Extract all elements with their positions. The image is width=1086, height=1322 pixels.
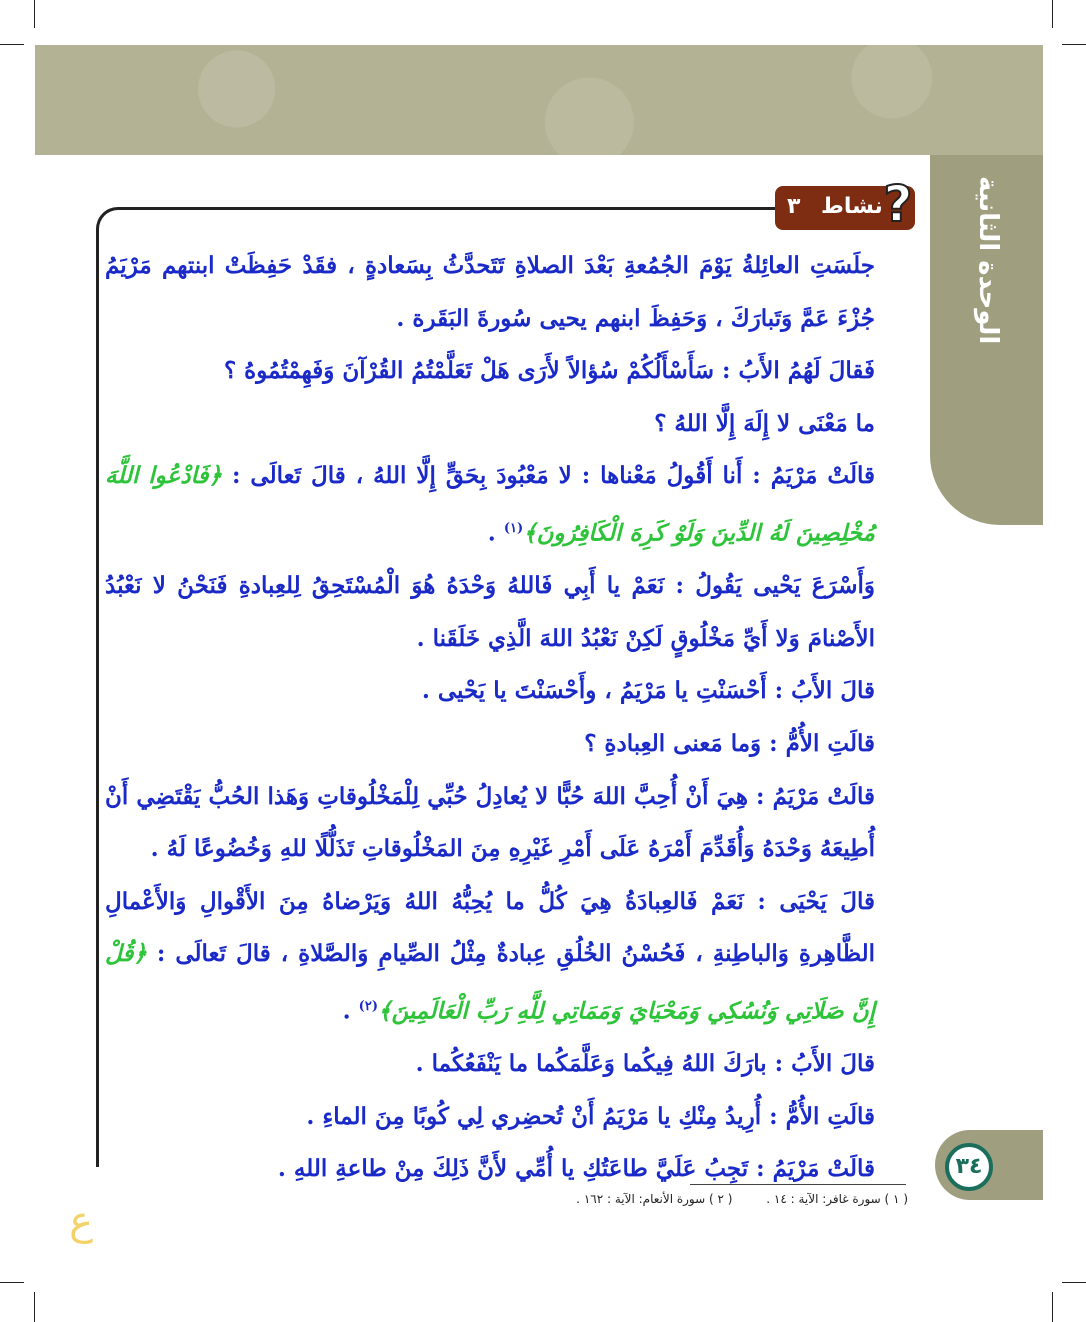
paragraph: وَأَسْرَعَ يَحْيى يَقُولُ : نَعَمْ يا أَبِي فَاللهُ وَحْدَهُ هُوَ الْمُسْتَحِقُ لِلعِبادةِ فَنَحْنُ لا نَعْبُدُ الأَصْنامَ وَلا أَيِّ مَخْلُوقٍ لَكِنْ نَعْبُدُ اللهَ الَّذِي خَلَقَنا .	[105, 572, 875, 652]
crop-mark	[34, 0, 35, 28]
unit-title: الوحدة الثانية	[973, 175, 1003, 345]
paragraph: قالَتْ مَرْيَمُ : هِيَ أَنْ أُحِبَّ اللهَ حُبًّا لا يُعادِلُ حُبِّي لِلْمَخْلُوقاتِ وَهَذا الحُبُّ يَقْتَضِي أَنْ أُطِيعَهُ وَحْدَهُ وَأُقَدِّمَ أَمْرَهُ عَلَى أَمْرِ غَيْرِهِ مِنَ المَخْلُوقاتِ تَذَلُّلًا للهِ وَخُضُوعًا لَهُ .	[105, 782, 875, 863]
paragraph: قالَ الأَبُ : بارَكَ اللهُ فِيكُما وَعَلَّمَكُما ما يَنْفَعُكُما .	[415, 1050, 875, 1078]
quran-verse: ﴿قُلْ إِنَّ صَلَاتِي وَنُسُكِي وَمَحْيَايَ وَمَمَاتِي لِلَّهِ رَبِّ الْعَالَمِينَ﴾	[105, 940, 875, 1025]
crop-mark	[1062, 44, 1086, 45]
paragraph	[105, 450, 875, 560]
story-text	[105, 240, 875, 1196]
crop-mark	[1052, 1292, 1053, 1322]
footnote-divider	[690, 1184, 906, 1185]
paragraph: قالَتْ مَرْيَمُ : تَجِبُ عَلَيَّ طاعَتُكِ يا أُمِّي لأَنَّ ذَلِكَ مِنْ طاعةِ اللهِ .	[277, 1155, 875, 1183]
paragraph: قالَ الأَبُ : أَحْسَنْتِ يا مَرْيَمُ ، وأَحْسَنْتَ يا يَحْيى .	[421, 677, 875, 705]
publisher-logo-icon: ع	[69, 1198, 93, 1244]
quran-verse: ﴿فَادْعُوا اللَّهَ مُخْلِصِينَ لَهُ الدِّينَ وَلَوْ كَرِهَ الْكَافِرُونَ﴾	[105, 462, 875, 547]
page-number: ٣٤	[945, 1143, 993, 1191]
paragraph-text: قالَ يَحْيَى : نَعَمْ فَالعِبادَةُ هِيَ كُلُّ ما يُحِبُّهُ اللهُ وَيَرْضاهُ مِنَ الأَقْوالِ وَالأَعْمالِ الظَّاهِرةِ وَالباطِنةِ ، فَحُسْنُ الخُلُقِ عِبادةٌ مِثْلُ الصِّيامِ وَالصَّلاةِ ، قالَ تَعالَى :	[105, 887, 875, 968]
paragraph-text: .	[487, 519, 496, 547]
footnote: ( ٢ ) سورة الأنعام: الآية : ١٦٢ .	[576, 1192, 733, 1206]
activity-label: نشاط	[821, 194, 883, 219]
footnote-ref: (٢)	[358, 998, 378, 1014]
crop-mark	[0, 1282, 24, 1283]
paragraph: فَقالَ لَهُمُ الأَبُ : سَأَسْأَلُكُمْ سُؤالاً لأَرَى هَلْ تَعَلَّمْتُمُ القُرْآنَ وَفَهِمْتُمُوهُ ؟	[223, 357, 875, 385]
crop-mark	[34, 1292, 35, 1322]
crop-mark	[0, 44, 24, 45]
paragraph	[105, 876, 875, 1038]
crop-mark	[1062, 1282, 1086, 1283]
paragraph: قالَتِ الأُمُّ : أُرِيدُ مِنْكِ يا مَرْيَمُ أَنْ تُحضِري لِي كُوبًا مِنَ الماءِ .	[306, 1102, 875, 1130]
activity-number: ٣	[787, 194, 801, 219]
paragraph-text: قالَتْ مَرْيَمُ : أَنا أَقُولُ مَعْناها : لا مَعْبُودَ بِحَقٍّ إِلَّا اللهُ ، قالَ تَعالَى :	[231, 462, 875, 490]
paragraph: ما مَعْنَى لا إِلَهَ إِلَّا اللهُ ؟	[654, 409, 875, 437]
footnote-ref: (١)	[503, 520, 524, 536]
footnote: ( ١ ) سورة غافر: الآية : ١٤ .	[766, 1192, 908, 1206]
footnotes	[520, 1192, 908, 1206]
header-band	[35, 45, 1043, 155]
paragraph: جلَسَتِ العائِلةُ يَوْمَ الجُمُعةِ بَعْدَ الصلاةِ تَتَحدَّثُ بِسَعادةٍ ، فقَدْ حَفِظَتْ ابنتهم مَرْيَمُ جُزْءَ عَمَّ وَتَبارَكَ ، وَحَفِظَ ابنهم يحيى سُورةَ البَقَرة .	[105, 252, 875, 332]
paragraph: قالَتِ الأُمُّ : وَما مَعنى العِبادةِ ؟	[584, 730, 875, 757]
paragraph-text: .	[342, 997, 351, 1025]
question-mark-icon: ?	[883, 175, 913, 233]
crop-mark	[1052, 0, 1053, 28]
